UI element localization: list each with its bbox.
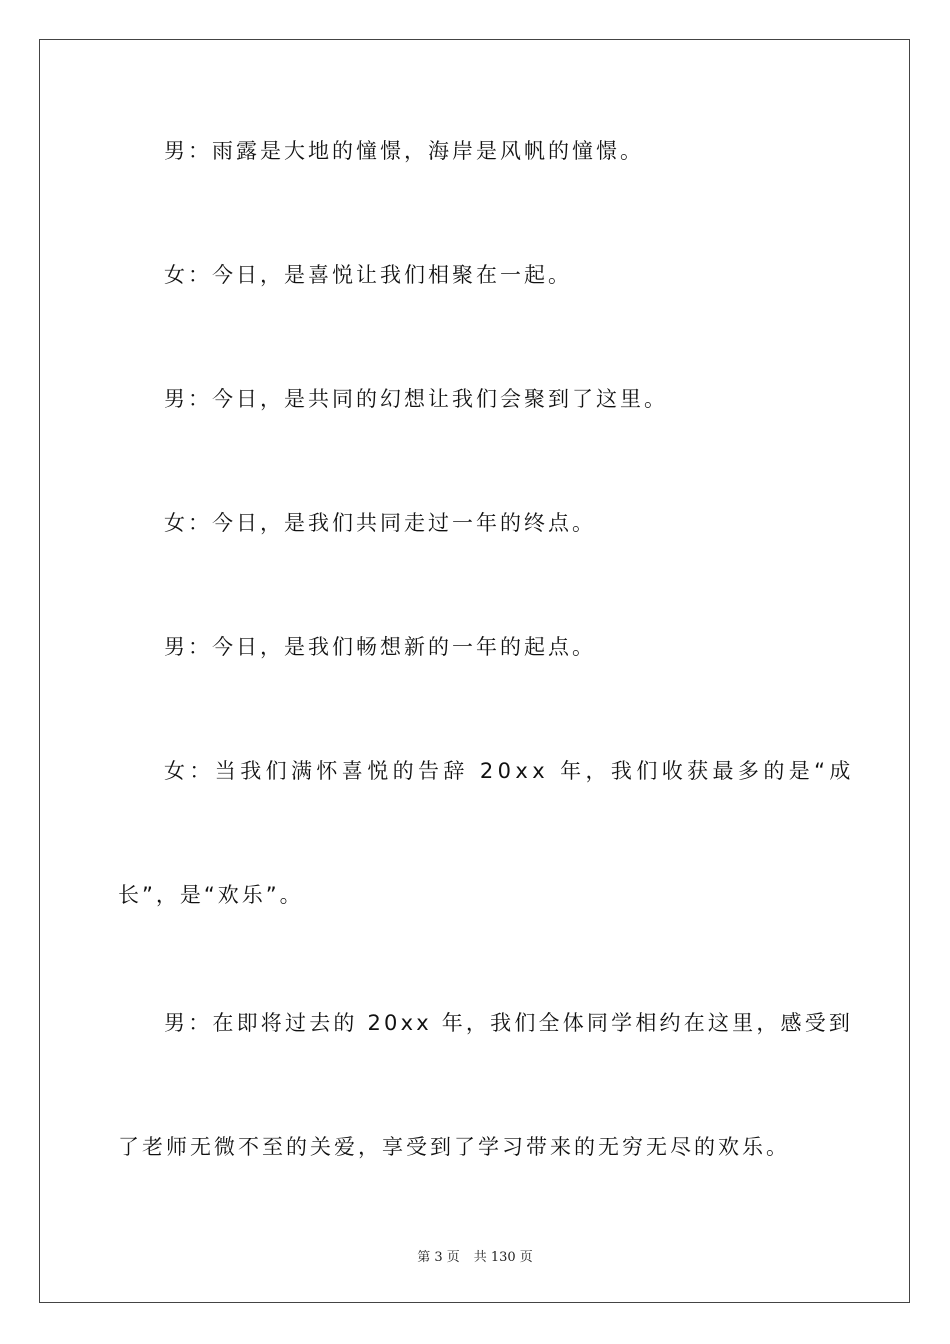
dialogue-line-7: 男：在即将过去的 20xx 年，我们全体同学相约在这里，感受到 bbox=[164, 1011, 854, 1035]
page-number: 第 3 页 bbox=[417, 1250, 460, 1265]
dialogue-line-1: 男：雨露是大地的憧憬，海岸是风帆的憧憬。 bbox=[164, 139, 644, 163]
dialogue-line-6: 女：当我们满怀喜悦的告辞 20xx 年，我们收获最多的是“成 bbox=[164, 759, 855, 783]
dialogue-line-2: 女：今日，是喜悦让我们相聚在一起。 bbox=[164, 263, 572, 287]
page-footer bbox=[0, 1246, 950, 1265]
dialogue-line-7-continued: 了老师无微不至的关爱，享受到了学习带来的无穷无尽的欢乐。 bbox=[118, 1135, 790, 1159]
page-border bbox=[39, 39, 910, 1303]
dialogue-line-6-continued: 长”，是“欢乐”。 bbox=[118, 883, 304, 907]
page-total: 共 130 页 bbox=[473, 1250, 533, 1265]
dialogue-line-4: 女：今日，是我们共同走过一年的终点。 bbox=[164, 511, 596, 535]
dialogue-line-3: 男：今日，是共同的幻想让我们会聚到了这里。 bbox=[164, 387, 668, 411]
dialogue-line-5: 男：今日，是我们畅想新的一年的起点。 bbox=[164, 635, 596, 659]
